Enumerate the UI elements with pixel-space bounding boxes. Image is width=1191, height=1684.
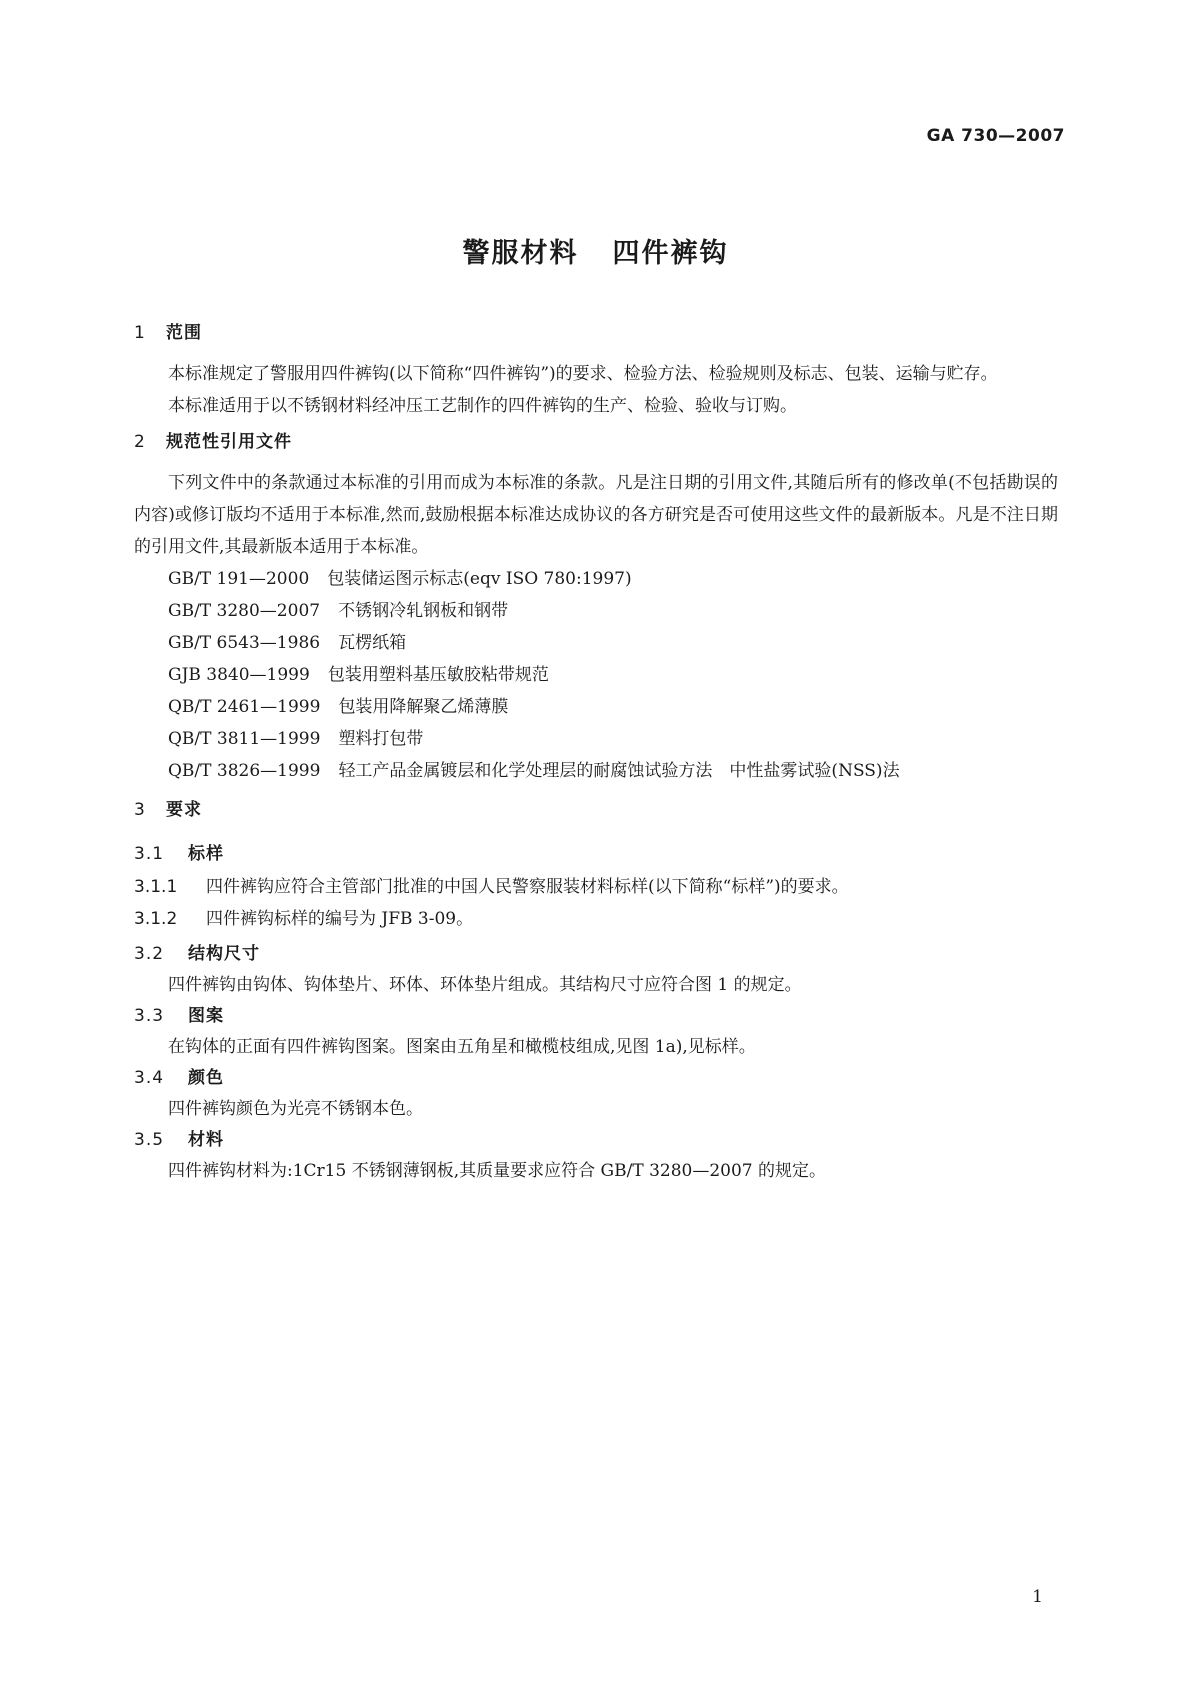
reference-item <box>134 723 1058 755</box>
subsection-number: 3.1 <box>134 844 165 864</box>
subsection-title: 图案 <box>188 1006 224 1026</box>
reference-code: GB/T 191—2000 <box>168 569 310 589</box>
section-title: 规范性引用文件 <box>166 432 292 452</box>
subsection-number: 3.5 <box>134 1130 165 1150</box>
title-part-2: 四件裤钩 <box>612 238 729 269</box>
reference-code: QB/T 3826—1999 <box>168 761 321 781</box>
subsection-3-5-heading <box>134 1129 1058 1151</box>
section-1-paragraph-1: 本标准规定了警服用四件裤钩(以下简称“四件裤钩”)的要求、检验方法、检验规则及标志、包装、运输与贮存。 <box>168 364 998 384</box>
clause-3-1-2 <box>134 903 1058 935</box>
document-body <box>134 322 1058 1187</box>
subsection-number: 3.3 <box>134 1006 165 1026</box>
section-1-paragraph-2: 本标准适用于以不锈钢材料经冲压工艺制作的四件裤钩的生产、检验、验收与订购。 <box>168 396 797 416</box>
reference-title: 瓦楞纸箱 <box>338 633 407 653</box>
section-number: 1 <box>134 323 146 343</box>
page-number: 1 <box>1032 1587 1043 1607</box>
clause-3-1-1 <box>134 871 1058 903</box>
section-1-heading <box>134 322 1058 344</box>
section-3-heading <box>134 799 1058 821</box>
standard-code: GA 730—2007 <box>926 126 1065 146</box>
reference-item <box>134 627 1058 659</box>
reference-item <box>134 595 1058 627</box>
clause-number: 3.1.1 <box>134 877 178 897</box>
reference-list <box>134 563 1058 787</box>
page-title <box>0 231 1191 270</box>
reference-title: 包装储运图示标志(eqv ISO 780:1997) <box>327 569 632 589</box>
subsection-3-1-heading <box>134 843 1058 865</box>
reference-item <box>134 755 1058 787</box>
section-number: 3 <box>134 800 146 820</box>
subsection-3-3-heading <box>134 1005 1058 1027</box>
subsection-title: 结构尺寸 <box>188 944 260 964</box>
reference-title: 包装用降解聚乙烯薄膜 <box>338 697 509 717</box>
section-number: 2 <box>134 432 146 452</box>
subsection-title: 材料 <box>188 1130 224 1150</box>
subsection-3-3-text: 在钩体的正面有四件裤钩图案。图案由五角星和橄榄枝组成,见图 1a),见标样。 <box>168 1037 756 1057</box>
reference-code: GB/T 6543—1986 <box>168 633 321 653</box>
reference-code: GB/T 3280—2007 <box>168 601 321 621</box>
clause-number: 3.1.2 <box>134 909 178 929</box>
section-title: 要求 <box>166 800 202 820</box>
clause-text: 四件裤钩应符合主管部门批准的中国人民警察服装材料标样(以下简称“标样”)的要求。 <box>206 877 849 897</box>
subsection-3-4-heading <box>134 1067 1058 1089</box>
reference-item <box>134 691 1058 723</box>
subsection-3-5-text: 四件裤钩材料为:1Cr15 不锈钢薄钢板,其质量要求应符合 GB/T 3280—2007 的规定。 <box>168 1161 826 1181</box>
reference-code: GJB 3840—1999 <box>168 665 310 685</box>
reference-title: 轻工产品金属镀层和化学处理层的耐腐蚀试验方法 中性盐雾试验(NSS)法 <box>338 761 900 781</box>
subsection-3-4-text: 四件裤钩颜色为光亮不锈钢本色。 <box>168 1099 423 1119</box>
reference-item <box>134 659 1058 691</box>
section-title: 范围 <box>166 323 202 343</box>
reference-title: 包装用塑料基压敏胶粘带规范 <box>327 665 549 685</box>
reference-title: 塑料打包带 <box>338 729 424 749</box>
title-part-1: 警服材料 <box>462 238 579 269</box>
clause-text: 四件裤钩标样的编号为 JFB 3-09。 <box>206 909 474 929</box>
subsection-title: 标样 <box>188 844 224 864</box>
subsection-3-2-heading <box>134 943 1058 965</box>
reference-code: QB/T 3811—1999 <box>168 729 321 749</box>
section-2-heading <box>134 431 1058 453</box>
subsection-number: 3.2 <box>134 944 165 964</box>
reference-item <box>134 563 1058 595</box>
reference-code: QB/T 2461—1999 <box>168 697 321 717</box>
subsection-number: 3.4 <box>134 1068 165 1088</box>
section-2-paragraph: 下列文件中的条款通过本标准的引用而成为本标准的条款。凡是注日期的引用文件,其随后所有的修改单(不包括勘误的内容)或修订版均不适用于本标准,然而,鼓励根据本标准达成协议的各方研究是否可使用这些文件的最新版本。凡是不注日期的引用文件,其最新版本适用于本标准。 <box>134 473 1058 557</box>
reference-title: 不锈钢冷轧钢板和钢带 <box>338 601 509 621</box>
subsection-3-2-text: 四件裤钩由钩体、钩体垫片、环体、环体垫片组成。其结构尺寸应符合图 1 的规定。 <box>168 975 802 995</box>
subsection-title: 颜色 <box>188 1068 224 1088</box>
